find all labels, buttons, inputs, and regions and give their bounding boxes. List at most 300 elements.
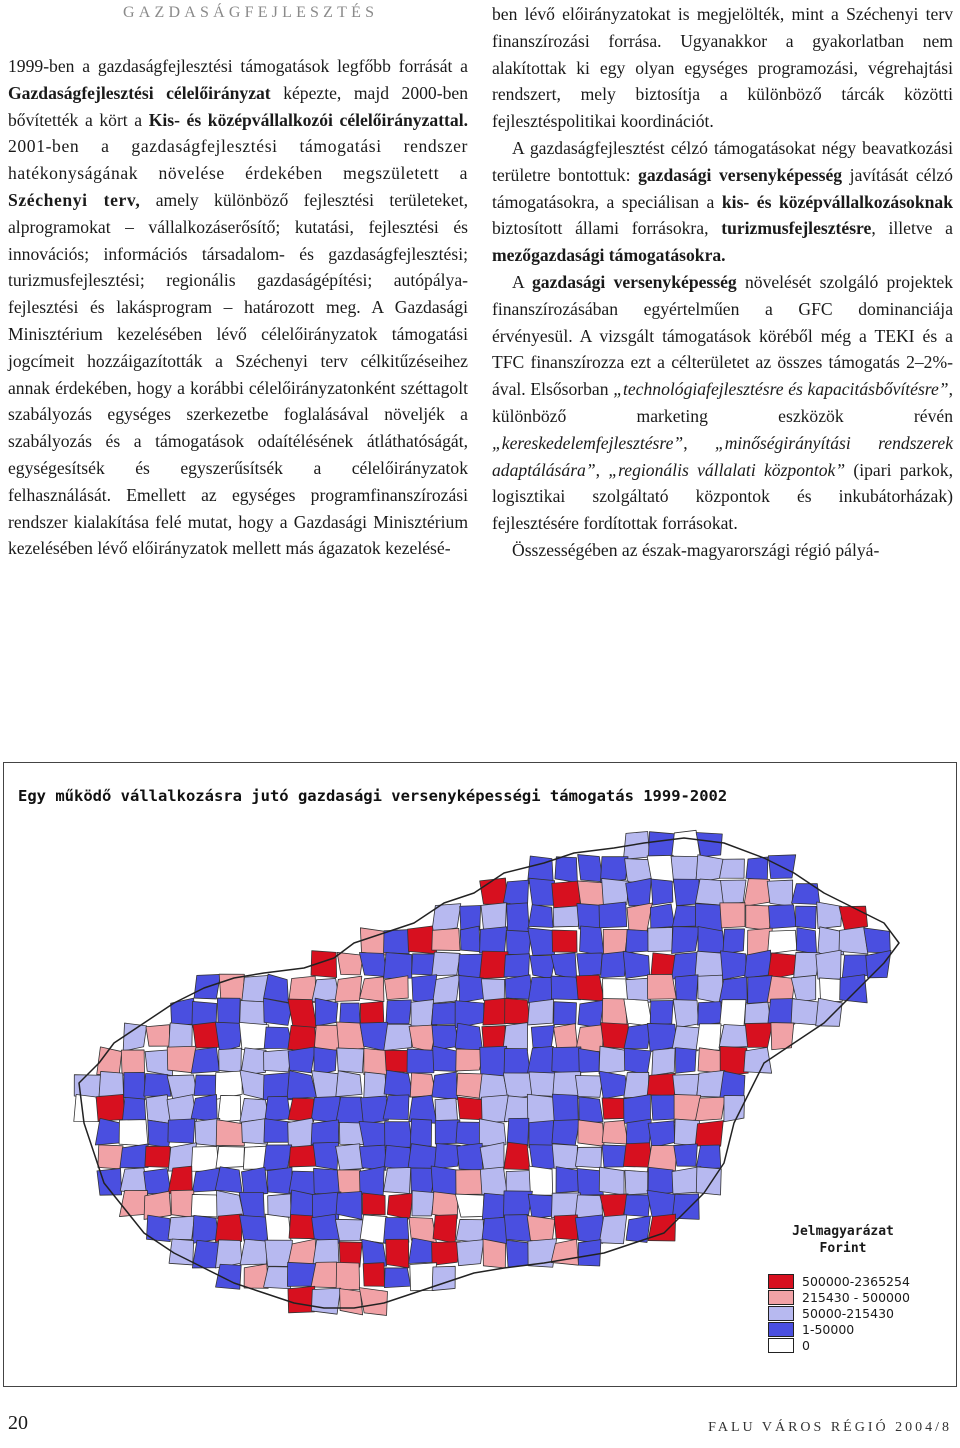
map-region	[719, 977, 747, 1003]
map-region	[432, 928, 460, 950]
map-region	[602, 1120, 628, 1144]
map-region	[579, 1048, 600, 1072]
map-region	[625, 1170, 648, 1194]
map-region	[840, 975, 868, 1003]
map-region	[433, 975, 460, 1003]
text-run: (ipari parkok, logisztikai szolgáltató központok és inkubátorházak) fejlesztésére fordítottak forrásokat.	[492, 459, 954, 534]
map-region	[409, 1238, 434, 1263]
legend-swatch	[768, 1322, 794, 1337]
map-region	[457, 1240, 484, 1266]
right-paragraph-2	[492, 135, 953, 269]
map-region	[624, 1072, 649, 1097]
map-region	[696, 879, 725, 905]
map-title: Egy működő vállalkozásra jutó gazdasági versenyképességi támogatás 1999-2002	[18, 787, 728, 805]
map-region	[648, 832, 675, 858]
map-region	[335, 976, 362, 1001]
map-region	[602, 999, 627, 1026]
map-region	[505, 975, 532, 1000]
right-paragraph-1: ben lévő előirányzatokat is megjelölték, mint a Széchenyi terv finanszírozási forrása. Ugyanakkor a gyakorlatban nem alakítottak ki egy olyan egységes programozási, végrehajtási rendszert, mely biztosítja a különböző tárcák közötti fejlesztéspolitikai koordinációt.	[492, 4, 953, 132]
text-run: , különböző marketing eszközök révén	[492, 379, 953, 426]
map-region	[721, 880, 747, 905]
map-region	[242, 1118, 268, 1144]
map-region	[797, 928, 817, 954]
map-region	[340, 1289, 363, 1315]
map-region	[432, 952, 460, 976]
map-region	[505, 998, 530, 1023]
map-region	[288, 1047, 315, 1073]
bold-term: Széchenyi terv,	[8, 189, 141, 210]
right-column	[492, 1, 953, 564]
map-region	[411, 1000, 434, 1027]
map-region	[264, 1267, 291, 1289]
map-region	[577, 903, 602, 929]
bold-term: mezőgazdasági támogatásokra.	[492, 245, 726, 266]
text-run: amely különböző fejlesztési területeket, alprogramokat – vállalkozáserősítő; kutatási, fejlesztési és innovációs; információs társadalom- és gazdaságfejlesztési; turizmusfejlesztési; regionális gazdaságépítési; autópálya-fejlesztési és lakásprogram – határozott meg. A Gazdasági Minisztérium kezelésében lévő célelőirányzatok támogatási jogcímeit hozzáigazították a Széchenyi terv célkitűzéseihez annak érdekében, hogy a korábbi célelőirányzatonként széttagolt szabályozás egységes szerkezetbe foglalásával növeljék a szabályozás és a támogatások odaítélésének átláthatóságát, egységesítsék és egyszerűsítsék a célelőirányzatok felhasználását. Emellett az egységes programfinanszírozási rendszer kialakítása felé mutat, hogy a Gazdasági Minisztérium kezelésében lévő előirányzatok mellett más ágazatok kezelésé-	[8, 189, 469, 559]
map-region	[360, 977, 384, 1002]
map-region	[527, 1094, 555, 1123]
map-region	[480, 1167, 507, 1195]
map-region	[432, 1002, 458, 1024]
map-region	[432, 1266, 455, 1290]
map-region	[551, 953, 577, 980]
map-region	[336, 1071, 362, 1097]
map-region	[624, 1095, 651, 1124]
map-region	[695, 1097, 725, 1121]
map-region	[719, 1024, 748, 1047]
map-region	[313, 1142, 339, 1169]
map-region	[216, 1146, 244, 1168]
text-run: javítását célzó támogatásokra, a speciálisan a	[492, 164, 953, 212]
map-region	[575, 1076, 602, 1098]
italic-term: „kereskedelemfejlesztésre”	[492, 432, 684, 453]
map-region	[267, 1167, 292, 1194]
right-paragraph-4: Összességében az észak-magyarországi régió pályá-	[512, 539, 880, 560]
map-region	[480, 878, 508, 905]
map-region	[359, 953, 386, 977]
map-region	[386, 1239, 409, 1268]
map-region	[816, 950, 841, 979]
map-region	[479, 1119, 506, 1146]
map-region	[554, 1215, 577, 1240]
map-region	[506, 930, 531, 955]
map-region	[552, 930, 577, 952]
bold-term: Kis- és középvállalkozói célelőirányzattal.	[148, 109, 468, 130]
legend-item	[768, 1289, 948, 1305]
map-region	[554, 1002, 577, 1025]
map-region	[507, 1118, 529, 1146]
map-region	[483, 1239, 506, 1268]
map-region	[219, 1048, 242, 1073]
map-region	[312, 1071, 338, 1099]
map-region	[480, 927, 507, 953]
text-run: A gazdaságfejlesztést célzó támogatásokat négy beavatkozási területre bontottuk:	[492, 137, 953, 185]
map-region	[481, 1095, 508, 1122]
map-region	[580, 926, 604, 956]
map-region	[578, 1120, 604, 1146]
map-region	[386, 1000, 411, 1024]
map-region	[191, 1146, 219, 1171]
map-region	[362, 1193, 385, 1215]
bold-term: gazdasági versenyképesség	[638, 164, 843, 185]
map-region	[553, 906, 580, 927]
map-region	[265, 1214, 291, 1243]
map-region	[385, 1122, 413, 1148]
map-region	[504, 1142, 530, 1169]
map-region	[359, 1121, 388, 1146]
map-region	[434, 1144, 460, 1169]
map-region	[554, 1024, 578, 1050]
map-region	[864, 928, 891, 953]
map-region	[695, 1121, 723, 1147]
map-region	[599, 1046, 628, 1073]
map-region	[577, 953, 603, 977]
map-region	[336, 1262, 360, 1290]
map-region	[359, 1166, 384, 1195]
map-region	[359, 1288, 387, 1316]
map-region	[696, 1145, 721, 1169]
map-region	[289, 1215, 315, 1239]
map-region	[433, 1215, 457, 1244]
map-region	[552, 1144, 577, 1169]
map-region	[384, 930, 411, 954]
left-column	[8, 53, 468, 562]
right-paragraph-3	[492, 269, 953, 537]
map-region	[314, 1168, 341, 1194]
map-region	[529, 1166, 553, 1195]
map-region	[866, 950, 891, 977]
map-legend	[768, 1223, 948, 1353]
map-region	[720, 1071, 745, 1098]
text-run: 2001-ben a gazdaságfejlesztési támogatási rendszer hatékonyságának növelése érdekében megszületett a	[8, 136, 468, 184]
map-region	[601, 951, 627, 977]
legend-item	[768, 1305, 948, 1321]
map-region	[817, 902, 842, 929]
map-region	[675, 1048, 696, 1074]
map-region	[528, 905, 553, 928]
map-region	[720, 951, 746, 980]
map-region	[648, 1121, 675, 1148]
text-run: , illetve a	[871, 218, 953, 239]
map-region	[289, 1145, 316, 1167]
map-region	[216, 1240, 242, 1268]
map-region	[336, 1097, 364, 1124]
map-region	[648, 927, 673, 951]
map-region	[191, 1095, 217, 1122]
map-region	[384, 976, 408, 1000]
map-region	[796, 906, 817, 929]
text-run: képezte, majd 2000-ben bővítették a kört a	[8, 82, 468, 130]
map-region	[698, 1002, 722, 1026]
legend-items	[768, 1273, 948, 1353]
map-region	[504, 1049, 530, 1075]
map-region	[530, 956, 556, 979]
map-region	[337, 952, 363, 974]
map-region	[769, 905, 797, 929]
map-region	[627, 903, 652, 931]
map-region	[531, 1025, 554, 1048]
map-region	[599, 1167, 624, 1195]
text-run: biztosított állami forrásokra,	[492, 218, 722, 239]
map-region	[145, 1146, 170, 1167]
map-region	[263, 1145, 292, 1170]
map-region	[720, 1000, 746, 1028]
text-run: A	[512, 271, 532, 292]
map-region	[624, 1195, 650, 1217]
map-region	[340, 1003, 360, 1023]
map-region	[698, 1048, 723, 1073]
map-region	[672, 1194, 699, 1220]
legend-label: 50000-215430	[802, 1305, 894, 1321]
map-region	[122, 1097, 146, 1122]
map-region	[576, 975, 604, 1001]
map-region	[745, 1023, 772, 1047]
map-region	[146, 1095, 171, 1124]
map-region	[647, 974, 676, 999]
map-region	[383, 1167, 410, 1193]
italic-term: „minőségirányítási rendszerek adaptálására”	[492, 432, 953, 480]
map-region	[529, 1120, 554, 1147]
map-region	[360, 928, 387, 955]
map-region	[575, 1215, 603, 1243]
map-region	[412, 1191, 435, 1216]
text-run: ,	[683, 432, 715, 453]
map-region	[458, 1097, 485, 1120]
map-region	[99, 1071, 124, 1097]
map-region	[603, 979, 629, 1000]
map-region	[435, 1098, 458, 1121]
italic-term: „regionális vállalati központok”	[608, 459, 846, 480]
map-region	[480, 1046, 507, 1076]
map-region	[746, 857, 768, 880]
map-region	[480, 951, 508, 979]
map-region	[578, 1000, 604, 1028]
map-region	[407, 1049, 436, 1073]
map-region	[599, 1215, 626, 1244]
bold-term: gazdasági versenyképesség	[532, 271, 737, 292]
map-region	[816, 998, 842, 1026]
map-region	[457, 1143, 483, 1170]
map-region	[652, 1048, 675, 1075]
map-region	[552, 1094, 578, 1123]
map-region	[507, 903, 530, 932]
map-region	[504, 1215, 531, 1242]
map-region	[552, 1047, 581, 1075]
map-region	[240, 1001, 267, 1026]
map-region	[240, 1239, 268, 1265]
bold-term: turizmusfejlesztésre	[721, 218, 872, 239]
map-region	[288, 1286, 315, 1313]
legend-label: 1-50000	[802, 1321, 855, 1337]
map-region	[364, 1072, 387, 1098]
map-region	[314, 1025, 339, 1050]
map-region	[315, 998, 338, 1026]
page-number: 20	[8, 1412, 28, 1434]
map-region	[745, 950, 771, 978]
map-region	[216, 1120, 244, 1146]
legend-swatch	[768, 1290, 794, 1305]
map-region	[336, 1192, 362, 1220]
map-region	[529, 878, 555, 905]
map-region	[626, 878, 652, 906]
map-region	[265, 1096, 291, 1121]
map-region	[360, 1001, 384, 1024]
map-region	[194, 1075, 218, 1095]
map-region	[624, 1048, 651, 1074]
bold-term: Gazdaságfejlesztési célelőirányzat	[8, 82, 271, 103]
legend-swatch	[768, 1338, 794, 1353]
map-region	[124, 1072, 145, 1099]
map-region	[119, 1120, 148, 1146]
map-region	[361, 1096, 389, 1124]
map-region	[98, 1145, 123, 1169]
map-region	[459, 975, 484, 1002]
map-region	[651, 1095, 676, 1120]
map-region	[241, 1167, 267, 1195]
map-region	[387, 1193, 413, 1219]
map-region	[311, 1120, 339, 1145]
legend-swatch	[768, 1274, 794, 1289]
map-region	[96, 1094, 125, 1121]
map-region	[432, 1242, 461, 1266]
map-region	[723, 929, 745, 954]
map-figure	[3, 762, 957, 1387]
map-region	[120, 1144, 148, 1168]
map-region	[311, 1288, 340, 1314]
map-region	[839, 927, 868, 954]
italic-term: „technológiafejlesztésre és kapacitásbővítésre”	[613, 379, 949, 400]
map-region	[288, 999, 317, 1028]
map-region	[119, 1190, 147, 1216]
map-region	[215, 1167, 242, 1193]
map-region	[363, 1263, 384, 1287]
legend-label: 215430 - 500000	[802, 1289, 910, 1305]
map-region	[240, 1215, 268, 1242]
map-region	[288, 1098, 314, 1122]
map-region	[268, 1194, 292, 1217]
map-region	[146, 1025, 170, 1046]
text-run: 1999-ben a gazdaságfejlesztési támogatások legfőbb forrását a	[8, 56, 468, 76]
left-paragraph	[8, 53, 468, 562]
map-region	[288, 1025, 317, 1050]
map-region	[191, 1047, 219, 1073]
map-region	[383, 1095, 409, 1120]
map-region	[384, 1268, 410, 1288]
map-region	[218, 1095, 241, 1121]
map-region	[577, 881, 604, 906]
text-run: növelését szolgáló projektek finanszírozásában egyértelműen a GFC dominanciája érvényesül. A vizsgált támogatások köréből még a TEKI és a TFC finanszírozza ezt a célterületet az összes támogatás 2–2%-ával. Elsősorban	[492, 271, 953, 400]
map-region	[364, 1048, 388, 1075]
map-region	[432, 1025, 459, 1050]
map-region	[168, 1119, 195, 1143]
map-region	[480, 1143, 504, 1171]
map-region	[675, 975, 698, 1003]
section-header: GAZDASÁGFEJLESZTÉS	[123, 4, 379, 21]
map-region	[216, 1264, 242, 1289]
map-region	[599, 1071, 628, 1098]
map-region	[696, 833, 722, 857]
map-region	[647, 1073, 675, 1096]
map-region	[601, 1023, 629, 1049]
map-region	[623, 951, 649, 978]
map-region	[579, 1097, 603, 1124]
map-region	[384, 952, 412, 978]
map-region	[623, 1143, 651, 1167]
legend-unit: Forint	[819, 1241, 867, 1256]
map-region	[744, 879, 770, 907]
map-region	[384, 1024, 412, 1051]
map-region	[720, 903, 745, 928]
map-region	[528, 999, 554, 1025]
bold-term: kis- és középvállalkozásoknak	[721, 191, 953, 212]
map-region	[696, 1167, 721, 1195]
map-region	[552, 881, 581, 908]
map-region	[674, 1144, 698, 1166]
map-region	[673, 1000, 698, 1028]
map-region	[650, 1001, 673, 1026]
map-region	[626, 1119, 651, 1146]
map-region	[626, 978, 651, 1002]
legend-swatch	[768, 1306, 794, 1321]
map-region	[215, 1214, 242, 1241]
map-region	[311, 1096, 340, 1122]
map-region	[698, 926, 725, 953]
map-region	[768, 999, 795, 1025]
map-region	[552, 1120, 580, 1146]
map-region	[578, 855, 603, 882]
map-region	[624, 999, 653, 1026]
map-region	[384, 1145, 411, 1170]
map-region	[313, 1239, 339, 1263]
map-region	[456, 1219, 484, 1242]
map-region	[578, 1240, 601, 1266]
map-region	[504, 954, 529, 977]
map-region	[384, 1070, 413, 1097]
legend-label: 500000-2365254	[802, 1273, 910, 1289]
map-region	[215, 1022, 243, 1052]
map-region	[335, 1219, 363, 1240]
map-region	[719, 859, 744, 878]
map-region	[337, 1048, 364, 1073]
map-region	[768, 930, 797, 954]
map-region	[767, 880, 793, 906]
map-region	[264, 974, 289, 1002]
map-region	[650, 904, 674, 928]
map-region	[264, 1119, 291, 1143]
map-region	[193, 1215, 219, 1243]
text-run: ,	[595, 459, 609, 480]
map-region	[555, 857, 577, 883]
map-region	[193, 1022, 219, 1048]
map-region	[696, 1024, 721, 1050]
journal-title: FALU VÁROS RÉGIÓ 2004/8	[708, 1420, 952, 1435]
map-region	[455, 1023, 483, 1051]
legend-item	[768, 1321, 948, 1337]
legend-title: Jelmagyarázat	[792, 1224, 894, 1239]
map-region	[460, 926, 480, 952]
map-region	[528, 928, 555, 955]
map-region	[168, 1216, 194, 1239]
map-region	[360, 1022, 388, 1051]
map-region	[169, 1023, 193, 1050]
map-region	[144, 1169, 171, 1194]
map-region	[455, 1194, 483, 1217]
legend-item	[768, 1273, 948, 1289]
map-region	[481, 903, 506, 931]
map-region	[432, 1072, 458, 1099]
legend-item	[768, 1337, 948, 1353]
map-region	[123, 1023, 146, 1051]
map-region	[672, 927, 700, 954]
